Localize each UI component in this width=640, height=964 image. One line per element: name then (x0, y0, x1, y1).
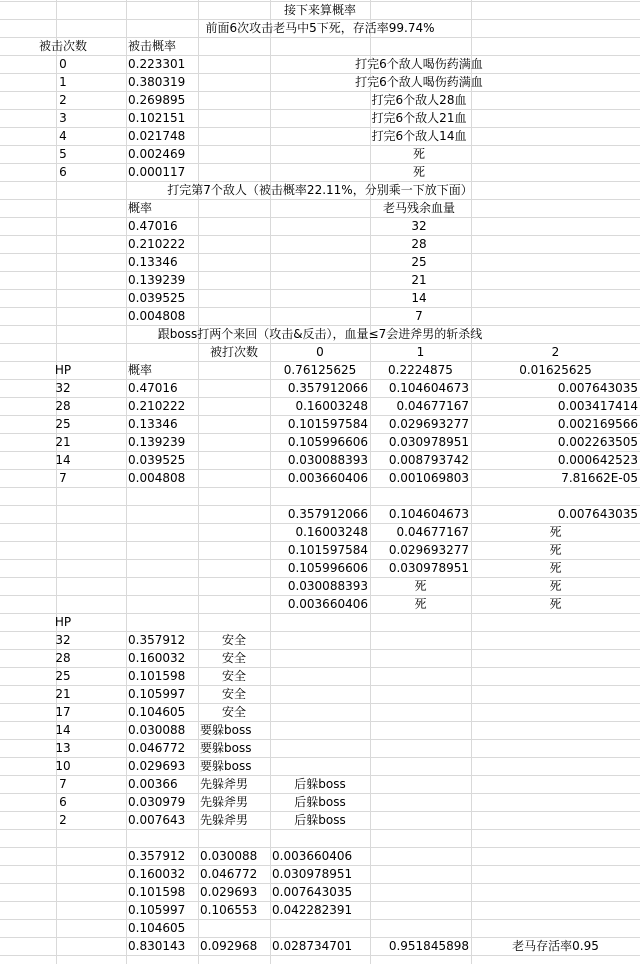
cell-r7-c2[interactable]: 打完6个敌人14血 (371, 129, 467, 143)
cell-r8-c1[interactable]: 0.002469 (128, 147, 186, 161)
cell-r25-c0[interactable]: 14 (55, 453, 71, 467)
cell-r26-c2[interactable]: 0.003660406 (287, 471, 368, 485)
cell-r36-c2[interactable]: 安全 (221, 651, 246, 665)
cell-r45-c3[interactable]: 后躲boss (294, 813, 346, 827)
cell-r39-c0[interactable]: 17 (55, 705, 71, 719)
cell-r7-c1[interactable]: 0.021748 (128, 129, 186, 143)
cell-r32-c2[interactable]: 死 (549, 579, 562, 593)
cell-r22-c3[interactable]: 0.04677167 (396, 399, 469, 413)
cell-r25-c4[interactable]: 0.000642523 (557, 453, 638, 467)
cell-r24-c1[interactable]: 0.139239 (128, 435, 186, 449)
cell-r28-c1[interactable]: 0.104604673 (388, 507, 469, 521)
cell-r29-c0[interactable]: 0.16003248 (295, 525, 368, 539)
cell-r22-c1[interactable]: 0.210222 (128, 399, 186, 413)
cell-r45-c0[interactable]: 2 (59, 813, 67, 827)
cell-r16-c0[interactable]: 0.039525 (128, 291, 186, 305)
cell-r39-c1[interactable]: 0.104605 (128, 705, 186, 719)
cell-r20-c0[interactable]: HP (54, 363, 72, 377)
cell-r30-c1[interactable]: 0.029693277 (388, 543, 469, 557)
cell-r25-c1[interactable]: 0.039525 (128, 453, 186, 467)
cell-r45-c1[interactable]: 0.007643 (128, 813, 186, 827)
grid-line (0, 955, 640, 956)
cell-r31-c1[interactable]: 0.030978951 (388, 561, 469, 575)
cell-r9-c0[interactable]: 6 (59, 165, 67, 179)
cell-r10-c0[interactable]: 打完第7个敌人（被击概率22.11%，分别乘一下放下面） (167, 183, 473, 197)
cell-r12-c1[interactable]: 32 (411, 219, 427, 233)
cell-r47-c1[interactable]: 0.030088 (200, 849, 258, 863)
cell-r43-c3[interactable]: 后躲boss (294, 777, 346, 791)
cell-r50-c2[interactable]: 0.042282391 (272, 903, 353, 917)
cell-r37-c2[interactable]: 安全 (221, 669, 246, 683)
cell-r21-c1[interactable]: 0.47016 (128, 381, 178, 395)
cell-r48-c2[interactable]: 0.030978951 (272, 867, 353, 881)
cell-r52-c4[interactable]: 老马存活率0.95 (512, 939, 599, 953)
grid-line (0, 829, 640, 830)
cell-r6-c1[interactable]: 0.102151 (128, 111, 186, 125)
cell-r49-c0[interactable]: 0.101598 (128, 885, 186, 899)
cell-r44-c2[interactable]: 先躲斧男 (200, 795, 249, 809)
cell-r40-c2[interactable]: 要躲boss (200, 723, 252, 737)
cell-r36-c0[interactable]: 28 (55, 651, 71, 665)
cell-r15-c1[interactable]: 21 (411, 273, 427, 287)
cell-r21-c4[interactable]: 0.007643035 (557, 381, 638, 395)
cell-r23-c3[interactable]: 0.029693277 (388, 417, 469, 431)
cell-r47-c2[interactable]: 0.003660406 (272, 849, 353, 863)
cell-r52-c0[interactable]: 0.830143 (128, 939, 186, 953)
cell-r49-c1[interactable]: 0.029693 (200, 885, 258, 899)
cell-r19-c3[interactable]: 2 (551, 345, 560, 359)
cell-r1-c0[interactable]: 前面6次攻击老马中5下死，存活率99.74% (205, 21, 435, 35)
cell-r8-c2[interactable]: 死 (412, 147, 425, 161)
cell-r5-c1[interactable]: 0.269895 (128, 93, 186, 107)
cell-r20-c2[interactable]: 0.76125625 (283, 363, 357, 377)
cell-r21-c2[interactable]: 0.357912066 (287, 381, 368, 395)
cell-r25-c2[interactable]: 0.030088393 (287, 453, 368, 467)
cell-r4-c0[interactable]: 1 (59, 75, 67, 89)
cell-r31-c2[interactable]: 死 (549, 561, 562, 575)
cell-r38-c0[interactable]: 21 (55, 687, 71, 701)
cell-r20-c3[interactable]: 0.2224875 (388, 363, 453, 377)
cell-r21-c3[interactable]: 0.104604673 (388, 381, 469, 395)
cell-r52-c3[interactable]: 0.951845898 (388, 939, 469, 953)
cell-r48-c0[interactable]: 0.160032 (128, 867, 186, 881)
cell-r3-c1[interactable]: 0.223301 (128, 57, 186, 71)
cell-r9-c2[interactable]: 死 (412, 165, 425, 179)
cell-r28-c0[interactable]: 0.357912066 (287, 507, 368, 521)
cell-r22-c0[interactable]: 28 (55, 399, 71, 413)
cell-r49-c2[interactable]: 0.007643035 (272, 885, 353, 899)
cell-r31-c0[interactable]: 0.105996606 (287, 561, 368, 575)
cell-r2-c1[interactable]: 被击概率 (128, 39, 177, 53)
cell-r42-c0[interactable]: 10 (55, 759, 71, 773)
cell-r19-c1[interactable]: 0 (316, 345, 324, 359)
cell-r9-c1[interactable]: 0.000117 (128, 165, 186, 179)
cell-r39-c2[interactable]: 安全 (221, 705, 246, 719)
cell-r35-c0[interactable]: 32 (55, 633, 71, 647)
cell-r41-c2[interactable]: 要躲boss (200, 741, 252, 755)
cell-r35-c1[interactable]: 0.357912 (128, 633, 186, 647)
cell-r17-c0[interactable]: 0.004808 (128, 309, 186, 323)
cell-r32-c0[interactable]: 0.030088393 (287, 579, 368, 593)
cell-r3-c2[interactable]: 打完6个敌人喝伤药满血 (355, 57, 483, 71)
cell-r11-c0[interactable]: 概率 (128, 201, 153, 215)
cell-r0-c0[interactable]: 接下来算概率 (283, 3, 356, 17)
cell-r11-c1[interactable]: 老马残余血量 (382, 201, 455, 215)
cell-r23-c2[interactable]: 0.101597584 (287, 417, 368, 431)
cell-r45-c2[interactable]: 先躲斧男 (200, 813, 249, 827)
cell-r43-c0[interactable]: 7 (59, 777, 67, 791)
cell-r26-c3[interactable]: 0.001069803 (388, 471, 469, 485)
cell-r16-c1[interactable]: 14 (411, 291, 427, 305)
cell-r47-c0[interactable]: 0.357912 (128, 849, 186, 863)
cell-r35-c2[interactable]: 安全 (221, 633, 246, 647)
cell-r40-c1[interactable]: 0.030088 (128, 723, 186, 737)
cell-r24-c4[interactable]: 0.002263505 (557, 435, 638, 449)
cell-r23-c0[interactable]: 25 (55, 417, 71, 431)
cell-r19-c2[interactable]: 1 (416, 345, 425, 359)
cell-r50-c1[interactable]: 0.106553 (200, 903, 258, 917)
cell-r24-c3[interactable]: 0.030978951 (388, 435, 469, 449)
cell-r43-c2[interactable]: 先躲斧男 (200, 777, 249, 791)
cell-r15-c0[interactable]: 0.139239 (128, 273, 186, 287)
cell-r33-c1[interactable]: 死 (414, 597, 427, 611)
cell-r22-c4[interactable]: 0.003417414 (557, 399, 638, 413)
cell-r23-c4[interactable]: 0.002169566 (557, 417, 638, 431)
cell-r28-c2[interactable]: 0.007643035 (557, 507, 638, 521)
cell-r19-c0[interactable]: 被打次数 (209, 345, 258, 359)
cell-r38-c2[interactable]: 安全 (221, 687, 246, 701)
cell-r42-c2[interactable]: 要躲boss (200, 759, 252, 773)
cell-r44-c3[interactable]: 后躲boss (294, 795, 346, 809)
cell-r43-c1[interactable]: 0.00366 (128, 777, 178, 791)
cell-r24-c0[interactable]: 21 (55, 435, 71, 449)
cell-r33-c2[interactable]: 死 (549, 597, 562, 611)
cell-r50-c0[interactable]: 0.105997 (128, 903, 186, 917)
cell-r37-c1[interactable]: 0.101598 (128, 669, 186, 683)
cell-r23-c1[interactable]: 0.13346 (128, 417, 178, 431)
cell-r7-c0[interactable]: 4 (59, 129, 67, 143)
cell-r22-c2[interactable]: 0.16003248 (295, 399, 368, 413)
cell-r14-c0[interactable]: 0.13346 (128, 255, 178, 269)
cell-r42-c1[interactable]: 0.029693 (128, 759, 186, 773)
cell-r13-c1[interactable]: 28 (411, 237, 427, 251)
cell-r13-c0[interactable]: 0.210222 (128, 237, 186, 251)
cell-r4-c2[interactable]: 打完6个敌人喝伤药满血 (355, 75, 483, 89)
cell-r51-c0[interactable]: 0.104605 (128, 921, 186, 935)
cell-r14-c1[interactable]: 25 (411, 255, 427, 269)
cell-r17-c1[interactable]: 7 (415, 309, 423, 323)
cell-r48-c1[interactable]: 0.046772 (200, 867, 258, 881)
cell-r29-c1[interactable]: 0.04677167 (396, 525, 469, 539)
cell-r26-c4[interactable]: 7.81662E-05 (561, 471, 638, 485)
cell-r20-c4[interactable]: 0.01625625 (519, 363, 592, 377)
cell-r52-c1[interactable]: 0.092968 (200, 939, 258, 953)
cell-r34-c0[interactable]: HP (54, 615, 72, 629)
grid-line (0, 487, 640, 488)
cell-r25-c3[interactable]: 0.008793742 (388, 453, 469, 467)
cell-r18-c0[interactable]: 跟boss打两个来回（攻击&反击），血量≤7会进斧男的斩杀线 (157, 327, 483, 341)
cell-r52-c2[interactable]: 0.028734701 (272, 939, 353, 953)
cell-r4-c1[interactable]: 0.380319 (128, 75, 186, 89)
cell-r26-c1[interactable]: 0.004808 (128, 471, 186, 485)
cell-r5-c2[interactable]: 打完6个敌人28血 (371, 93, 467, 107)
cell-r44-c1[interactable]: 0.030979 (128, 795, 186, 809)
cell-r41-c0[interactable]: 13 (55, 741, 71, 755)
cell-r12-c0[interactable]: 0.47016 (128, 219, 178, 233)
cell-r6-c2[interactable]: 打完6个敌人21血 (371, 111, 467, 125)
cell-r8-c0[interactable]: 5 (59, 147, 67, 161)
cell-r30-c0[interactable]: 0.101597584 (287, 543, 368, 557)
cell-r5-c0[interactable]: 2 (59, 93, 67, 107)
cell-r2-c0[interactable]: 被击次数 (38, 39, 87, 53)
cell-r30-c2[interactable]: 死 (549, 543, 562, 557)
cell-r37-c0[interactable]: 25 (55, 669, 71, 683)
cell-r26-c0[interactable]: 7 (59, 471, 67, 485)
cell-r29-c2[interactable]: 死 (549, 525, 562, 539)
grid-line (0, 919, 640, 920)
cell-r24-c2[interactable]: 0.105996606 (287, 435, 368, 449)
cell-r38-c1[interactable]: 0.105997 (128, 687, 186, 701)
cell-r40-c0[interactable]: 14 (55, 723, 71, 737)
cell-r3-c0[interactable]: 0 (59, 57, 67, 71)
cell-r36-c1[interactable]: 0.160032 (128, 651, 186, 665)
cell-r33-c0[interactable]: 0.003660406 (287, 597, 368, 611)
cell-r41-c1[interactable]: 0.046772 (128, 741, 186, 755)
cell-r32-c1[interactable]: 死 (414, 579, 427, 593)
cell-r6-c0[interactable]: 3 (59, 111, 67, 125)
cell-r44-c0[interactable]: 6 (59, 795, 67, 809)
cell-r20-c1[interactable]: 概率 (128, 363, 153, 377)
cell-r21-c0[interactable]: 32 (55, 381, 71, 395)
